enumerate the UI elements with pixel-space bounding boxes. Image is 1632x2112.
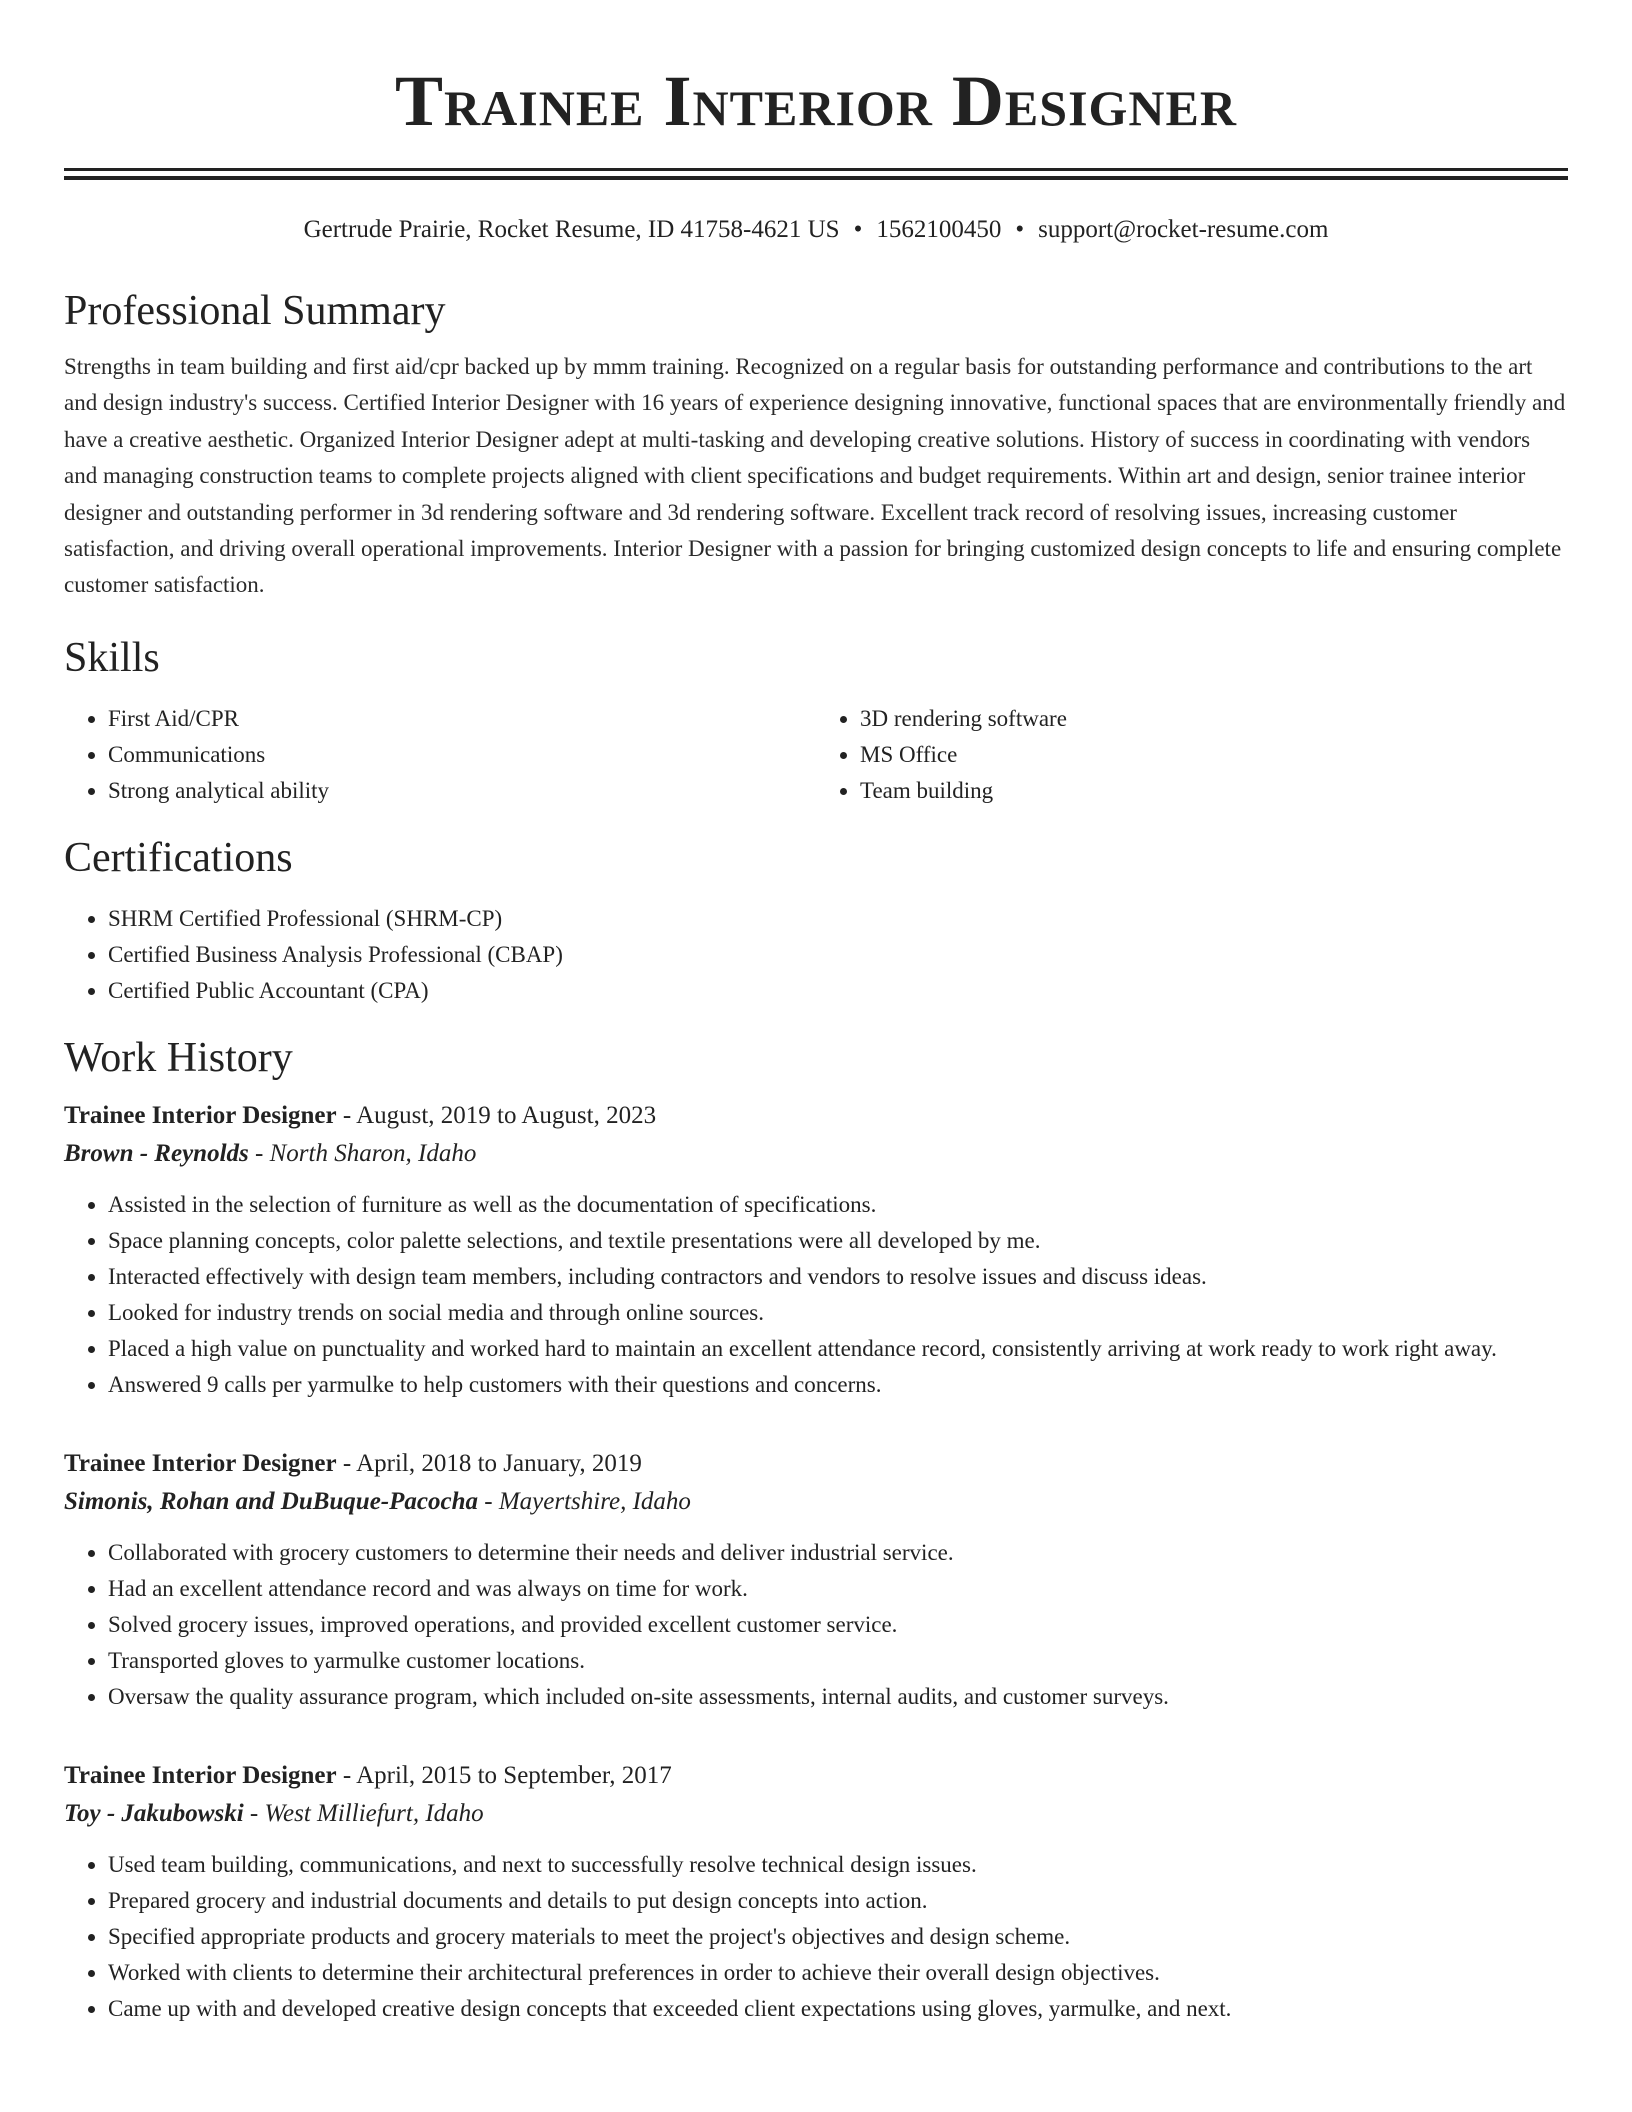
job-company: Brown - Reynolds [64,1139,249,1167]
contact-separator: • [853,216,863,243]
job-bullet: • Placed a high value on punctuality and worked hard to maintain an excellent attendance record, consistently arriving at work ready to work right away. [108,1331,1568,1367]
skill-item: • 3D rendering software [860,701,1568,737]
job-bullets [64,1535,1568,1715]
job-bullet: • Came up with and developed creative design concepts that exceeded client expectations using gloves, yarmulke, and next. [108,1991,1568,2027]
job-location: - West Milliefurt, Idaho [243,1799,484,1827]
resume-page [64,0,1568,2027]
job-company-line [64,1483,1568,1521]
job-title: Trainee Interior Designer [64,1101,337,1129]
certification-item: • Certified Public Accountant (CPA) [108,973,1568,1009]
job-bullet: • Collaborated with grocery customers to determine their needs and deliver industrial service. [108,1535,1568,1571]
job-bullets [64,1187,1568,1403]
skills-list-right [816,701,1568,809]
job-dates: - April, 2018 to January, 2019 [336,1449,642,1477]
job-bullet: • Worked with clients to determine their architectural preferences in order to achieve their overall design objectives. [108,1955,1568,1991]
skill-item: • Strong analytical ability [108,773,816,809]
job-bullet: • Transported gloves to yarmulke customer locations. [108,1643,1568,1679]
job-company: Simonis, Rohan and DuBuque-Pacocha [64,1487,478,1515]
contact-email: support@rocket-resume.com [1038,216,1329,243]
job-bullet: • Had an excellent attendance record and was always on time for work. [108,1571,1568,1607]
job-company: Toy - Jakubowski [64,1799,244,1827]
summary-text: Strengths in team building and first aid/cpr backed up by mmm training. Recognized on a regular basis for outstanding performance and contributions to the art and design industry's success. Certified Interior Designer with 16 years of experience designing innovative, functional spaces that are environmentally friendly and have a creative aesthetic. Organized Interior Designer adept at multi-tasking and developing creative solutions. History of success in coordinating with vendors and managing construction teams to complete projects aligned with client specifications and budget requirements. Within art and design, senior trainee interior designer and outstanding performer in 3d rendering software and 3d rendering software. Excellent track record of resolving issues, increasing customer satisfaction, and driving overall operational improvements. Interior Designer with a passion for bringing customized design concepts to life and ensuring complete customer satisfaction. [64,354,1566,598]
contact-line [64,214,1568,246]
job-dates: - August, 2019 to August, 2023 [336,1101,657,1129]
job-bullet: • Prepared grocery and industrial documents and details to put design concepts into action. [108,1883,1568,1919]
job-bullet: • Oversaw the quality assurance program, which included on-site assessments, internal audits, and customer surveys. [108,1679,1568,1715]
job-entry [64,1757,1568,2027]
skill-item: • Team building [860,773,1568,809]
certifications-list [64,901,1568,1009]
job-title-line [64,1445,1568,1483]
job-bullet: • Solved grocery issues, improved operations, and provided excellent customer service. [108,1607,1568,1643]
job-bullet: • Used team building, communications, and next to successfully resolve technical design issues. [108,1847,1568,1883]
title-double-rule [64,168,1568,180]
job-location: - Mayertshire, Idaho [478,1487,691,1515]
job-bullet: • Looked for industry trends on social media and through online sources. [108,1295,1568,1331]
job-bullet: • Space planning concepts, color palette selections, and textile presentations were all developed by me. [108,1223,1568,1259]
job-company-line [64,1795,1568,1833]
job-location: - North Sharon, Idaho [248,1139,477,1167]
certifications-heading: Certifications [64,834,293,881]
contact-separator: • [1015,216,1025,243]
job-entry [64,1445,1568,1715]
job-title: Trainee Interior Designer [64,1761,337,1789]
certification-item: • SHRM Certified Professional (SHRM-CP) [108,901,1568,937]
work-history-heading: Work History [64,1034,293,1081]
contact-address: Gertrude Prairie, Rocket Resume, ID 41758-4621 US [303,216,840,243]
skill-item: • MS Office [860,737,1568,773]
contact-phone: 1562100450 [876,216,1002,243]
skill-item: • First Aid/CPR [108,701,816,737]
summary-heading: Professional Summary [64,288,446,334]
skills-list-left [64,701,816,809]
job-title-line [64,1757,1568,1795]
skill-item: • Communications [108,737,816,773]
resume-title: Trainee Interior Designer [395,61,1237,141]
job-bullet: • Interacted effectively with design team members, including contractors and vendors to resolve issues and discuss ideas. [108,1259,1568,1295]
job-bullet: • Answered 9 calls per yarmulke to help customers with their questions and concerns. [108,1367,1568,1403]
certification-item: • Certified Business Analysis Professional (CBAP) [108,937,1568,973]
job-title: Trainee Interior Designer [64,1449,337,1477]
job-bullet: • Specified appropriate products and grocery materials to meet the project's objectives and design scheme. [108,1919,1568,1955]
job-dates: - April, 2015 to September, 2017 [336,1761,672,1789]
skills-columns [64,701,1568,809]
job-entry [64,1097,1568,1403]
job-company-line [64,1135,1568,1173]
job-title-line [64,1097,1568,1135]
job-bullet: • Assisted in the selection of furniture as well as the documentation of specifications. [108,1187,1568,1223]
job-bullets [64,1847,1568,2027]
skills-heading: Skills [64,634,160,681]
